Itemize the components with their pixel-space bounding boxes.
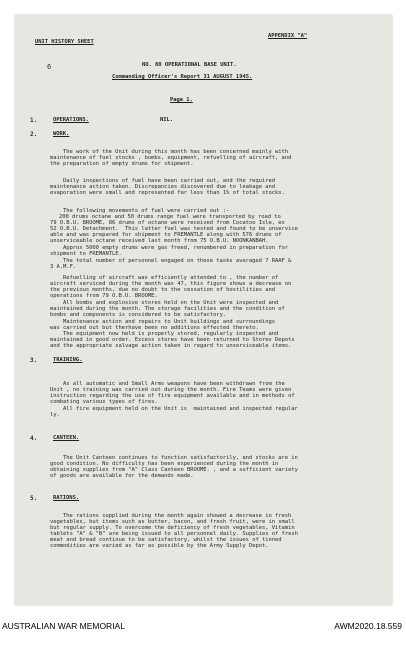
text-line: Daily inspections of fuel have been carried out, and the required [63,178,275,184]
text-line: The Unit Canteen continues to function satisfactorily, and stocks are in [63,455,298,461]
sheet-title: UNIT HISTORY SHEET [35,39,94,45]
text-line: tablets "A" & "B" are being issued to all personnel daily. Supplies of fresh [50,531,298,537]
text-line: 52 O.B.U. Detachment. This latter fuel was tested and found to be unservice [50,226,298,232]
text-line: All bombs and explosive stores held on the Unit were inspected and [63,300,279,306]
text-line: The following movements of fuel were carried out :- [63,208,230,214]
section-number: 2. [30,131,38,138]
text-line: combating various types of fires. [50,399,158,405]
text-line: shipment to FREMANTLE. [50,251,122,257]
text-line: and the appropriate salvage action taken in regard to unserviceable items. [50,343,292,349]
text-line: bombs and components is considered to be satisfactory. [50,312,227,318]
text-line: aircraft serviced during the month was 47, this figure shows a decrease on [50,281,292,287]
text-line: able and was prepared for shipment to FREMANTLE along with 576 drums of [50,232,282,238]
text-line: but regular supply. To overcome the deficiency of fresh vegetables, Vitamin [50,525,295,531]
text-line: The rations supplied during the month again showed a decrease in fresh [63,513,292,519]
report-title: Commanding Officer's Report 31 AUGUST 1945. [112,74,253,80]
text-line: ly. [50,412,60,418]
text-line: evaporation were small and represented far less than 1% of total stocks. [50,190,285,196]
text-line: Approx 5000 empty drums were gas freed, renumbered in preparation for [63,245,289,251]
text-line: maintained during the month. The storage facilities and the condition of [50,306,285,312]
text-line: The total number of personnel engaged on these tasks averaged 7 RAAF & [63,258,292,264]
text-line: unserviceable octane received last month from 75 O.B.U. NOONKANBAH. [50,238,269,244]
section-number: 5. [30,495,38,502]
section-heading-training: TRAINING. [53,357,83,363]
appendix-label: APPENDIX "A" [268,33,308,39]
text-line: instruction regarding the use of fire equipment available and in methods of [50,393,295,399]
text-line: the preparation of empty drums for shipment. [50,161,194,167]
unit-name: NO. 80 OPERATIONAL BASE UNIT. [142,62,237,68]
archive-id: AWM2020.18.559 [334,621,402,631]
page-number: Page 1. [170,97,193,103]
archive-footer [0,609,406,653]
text-line: Unit , no training was carried out during the month. Fire Teams were given [50,387,292,393]
text-line: 200 drums octane and 50 drums range fuel were transported by road to [59,214,281,220]
text-line: operations from 79 O.B.U. BROOME. [50,293,158,299]
text-line: maintained in good order. Excess stores have been returned to Stores Depots [50,337,295,343]
section-number: 4. [30,435,38,442]
text-line: vegetables, but items such as butter, bacon, and fresh fruit, were in small [50,519,295,525]
text-line: The equipment now held is properly stored, regularly inspected and [63,331,279,337]
text-line: All fire equipment held on the Unit is maintained and inspected regular [63,406,298,412]
text-line: was carried out but therhave been no additions effected thereto. [50,325,259,331]
section-number: 3. [30,357,38,364]
text-line: good condition. No difficulty has been experienced during the month in [50,461,279,467]
section-heading-work: WORK. [53,131,70,137]
text-line: maintenance of fuel stocks , bombs, equipment, refuelling of aircraft, and [50,155,292,161]
text-line: Refuelling of aircraft was efficiently attended to , the number of [63,275,279,281]
handwritten-mark: 6 [47,63,52,71]
operations-value: NIL. [160,117,174,123]
section-heading-operations: OPERATIONS. [53,117,89,123]
section-number: 1. [30,117,38,124]
text-line: of goods are available for the demands made. [50,473,194,479]
text-line: the previous months, due no doubt to the cessation of hostilities and [50,287,276,293]
text-line: 79 O.B.U. BROOME, 86 drums of octane were received from Cocatoo Isle, ex [50,220,285,226]
text-line: 3 A.M.F. [50,264,77,270]
text-line: maintenance action taken. Discrepancies discovered due to leakage and [50,184,276,190]
section-heading-canteen: CANTEEN. [53,435,80,441]
text-line: Maintenance action and repairs to Unit buildings and surroundings [63,319,275,325]
text-line: obtaining supplies from "A" Class Canteen BROOME. , and a sufficient variety [50,467,298,473]
text-line: The work of the Unit during this month has been concerned mainly with [63,149,289,155]
text-line: meat and bread continue to be satisfactory, whilst the issues of tinned [50,537,282,543]
document-page [15,15,392,605]
archive-name: AUSTRALIAN WAR MEMORIAL [2,621,125,631]
text-line: As all automatic and Small Arms weapons have been withdrawn from the [63,381,285,387]
text-line: commodities are varied as far as possible by the Army Supply Depot. [50,543,269,549]
section-heading-rations: RATIONS. [53,495,80,501]
